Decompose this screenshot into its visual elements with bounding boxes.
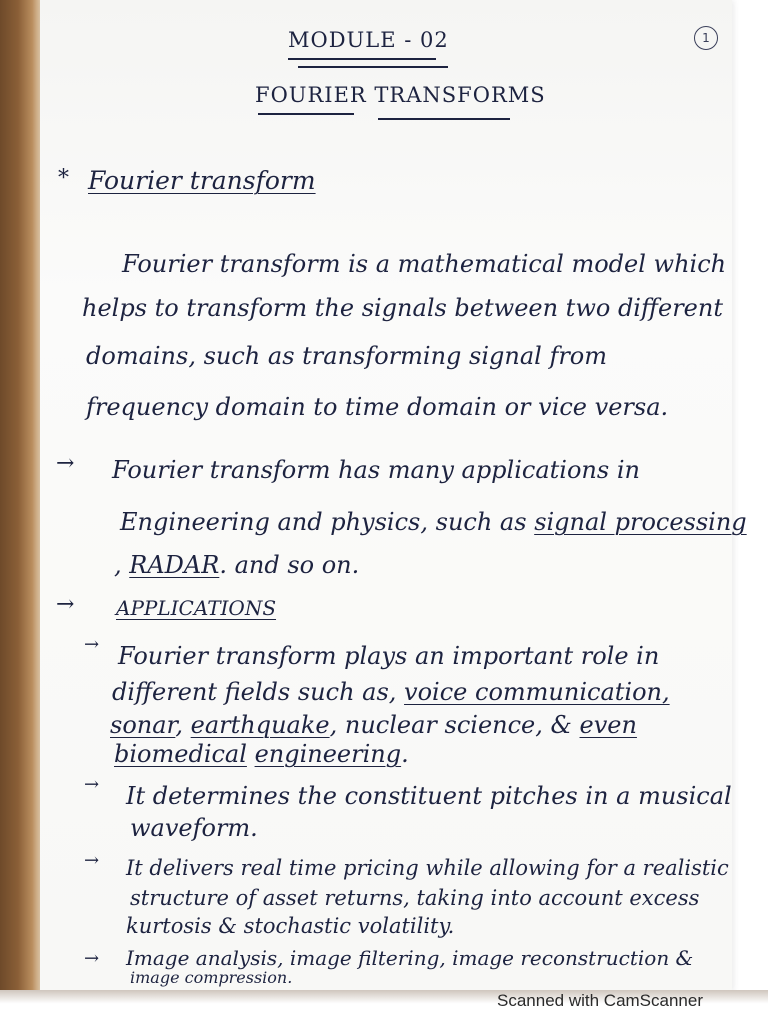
arrow-icon: → bbox=[84, 850, 100, 871]
application-line: kurtosis & stochastic volatility. bbox=[126, 914, 455, 938]
point-line bbox=[114, 553, 359, 577]
application-line: image compression. bbox=[130, 968, 293, 987]
notebook-page bbox=[40, 0, 732, 992]
application-line: waveform. bbox=[130, 814, 258, 842]
point-line bbox=[120, 510, 747, 534]
section-bullet: * bbox=[58, 166, 69, 191]
module-title: MODULE - 02 bbox=[288, 28, 449, 52]
application-text-underlined: engineering bbox=[254, 740, 402, 768]
page-number: 1 bbox=[694, 26, 718, 50]
point-text: Engineering and physics, such as bbox=[120, 508, 527, 536]
point-text: , bbox=[114, 551, 130, 579]
paragraph-line: helps to transform the signals between two different bbox=[82, 294, 723, 322]
section-heading: Fourier transform bbox=[88, 166, 316, 195]
arrow-icon: → bbox=[56, 592, 75, 617]
arrow-icon: → bbox=[84, 948, 100, 969]
application-text-underlined: earthquake bbox=[190, 711, 330, 739]
applications-heading: APPLICATIONS bbox=[116, 596, 277, 620]
application-line bbox=[112, 680, 670, 704]
application-line: It delivers real time pricing while allowing for a realistic bbox=[126, 856, 729, 880]
paragraph-line: Fourier transform is a mathematical model which bbox=[122, 250, 727, 278]
application-text-underlined: voice communication, bbox=[404, 678, 670, 706]
application-text-underlined: biomedical bbox=[114, 740, 247, 768]
application-text-underlined: sonar bbox=[110, 711, 176, 739]
application-line: It determines the constituent pitches in a musical bbox=[126, 782, 732, 810]
desk-background bbox=[0, 0, 40, 1024]
point-line: Fourier transform has many applications in bbox=[112, 456, 640, 484]
scanner-watermark: Scanned with CamScanner bbox=[497, 991, 704, 1010]
arrow-icon: → bbox=[84, 774, 100, 795]
subtitle-underline-2 bbox=[378, 118, 510, 120]
application-text: . bbox=[401, 740, 409, 768]
application-line bbox=[114, 742, 409, 766]
application-text: , bbox=[175, 711, 191, 739]
paragraph-line: frequency domain to time domain or vice versa. bbox=[86, 393, 669, 421]
paragraph-line: domains, such as transforming signal from bbox=[86, 342, 608, 370]
title-underline-2 bbox=[298, 66, 448, 68]
arrow-icon: → bbox=[84, 634, 100, 655]
page-subtitle: FOURIER TRANSFORMS bbox=[255, 83, 546, 107]
application-text: different fields such as, bbox=[112, 678, 397, 706]
point-text: . and so on. bbox=[219, 551, 360, 579]
arrow-icon: → bbox=[56, 451, 75, 476]
point-text-underlined: RADAR bbox=[129, 551, 220, 579]
title-underline bbox=[288, 58, 436, 60]
application-line: Fourier transform plays an important role in bbox=[118, 642, 660, 670]
application-line: Image analysis, image filtering, image reconstruction & bbox=[126, 946, 694, 970]
subtitle-underline-1 bbox=[258, 113, 354, 115]
application-text-underlined: even bbox=[579, 711, 637, 739]
application-line: structure of asset returns, taking into account excess bbox=[130, 886, 700, 910]
application-line bbox=[110, 713, 637, 737]
point-text-underlined: signal processing bbox=[534, 508, 747, 536]
application-text: , nuclear science, & bbox=[329, 711, 572, 739]
